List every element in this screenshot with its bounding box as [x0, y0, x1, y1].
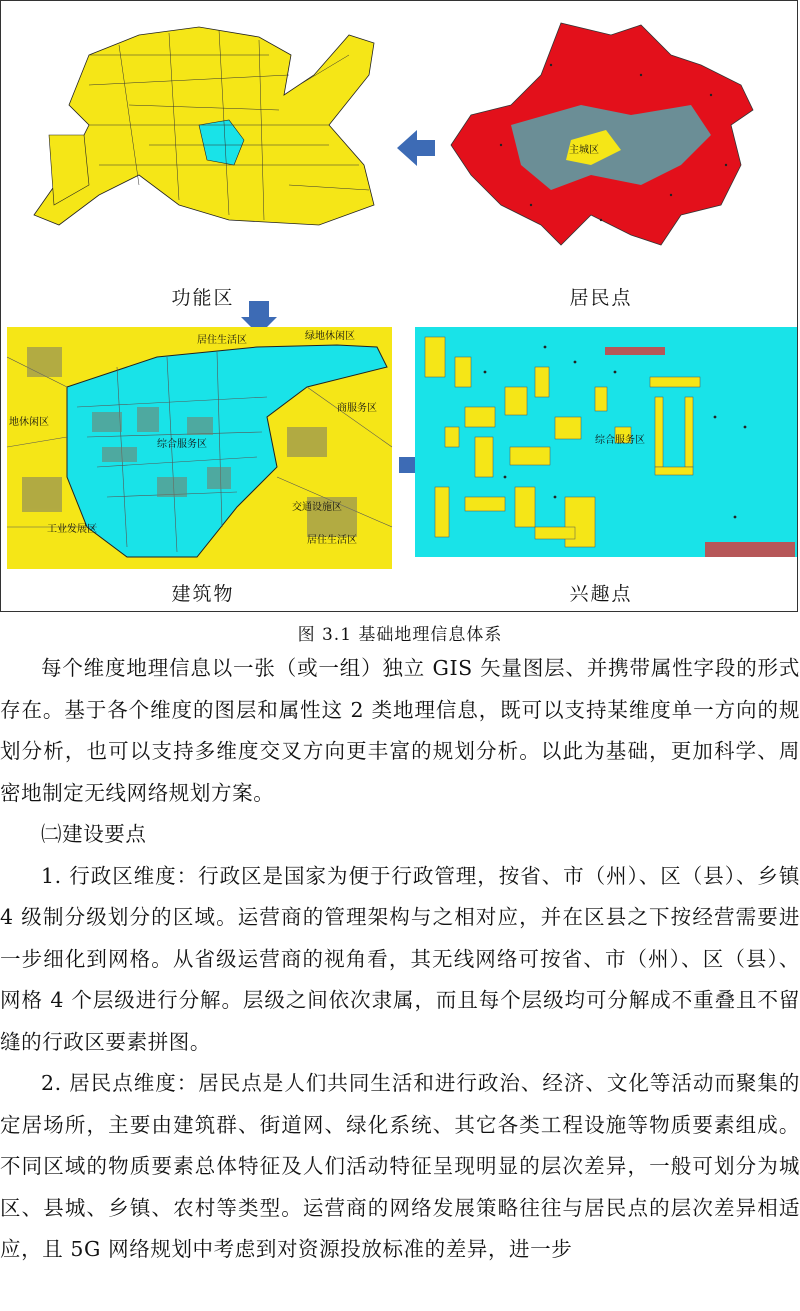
figure-frame	[0, 0, 798, 612]
figure-caption: 图 3.1 基础地理信息体系	[297, 625, 503, 645]
section-heading: ㈡建设要点	[41, 822, 147, 846]
building-map-graphic	[7, 327, 392, 569]
panel-label-residential: 居民点	[569, 287, 633, 309]
map-label-residential-zone-2: 居住生活区	[307, 535, 357, 546]
body-text	[0, 648, 800, 1271]
map-label-industrial: 工业发展区	[47, 524, 97, 535]
map-label-leisure-left: 地休闲区	[9, 417, 49, 428]
paragraph-intro: 每个维度地理信息以一张（或一组）独立 GIS 矢量图层、并携带属性字段的形式存在。基于各个维度的图层和属性这 2 类地理信息，既可以支持某维度单一方向的规划分析，也可以支持多维度交叉方向更丰富的规划分析。以此为基础，更加科学、周密地制定无线网络规划方案。	[0, 656, 800, 805]
paragraph-admin-dimension: 1. 行政区维度：行政区是国家为便于行政管理，按省、市（州）、区（县）、乡镇 4 级制分级划分的区域。运营商的管理架构与之相对应，并在区县之下按经营需要进一步细化到网格。从省级运营商的视角看，其无线网络可按省、市（州）、区（县）、网格 4 个层级进行分解。层级之间依次隶属，而且每个层级均可分解成不重叠且不留缝的行政区要素拼图。	[0, 863, 800, 1054]
functional-zone-map	[29, 15, 379, 235]
panel-label-functional: 功能区	[171, 287, 235, 309]
map-label-residential-zone-1: 居住生活区	[197, 335, 247, 346]
map-label-comprehensive-service-poi: 综合服务区	[595, 435, 645, 446]
residential-point-map-graphic	[441, 15, 761, 255]
paragraph-residential-dimension: 2. 居民点维度：居民点是人们共同生活和进行政治、经济、文化等活动而聚集的定居场所，主要由建筑群、街道网、绿化系统、其它各类工程设施等物质要素组成。不同区域的物质要素总体特征及人们活动特征呈现明显的层次差异，一般可划分为城区、县城、乡镇、农村等类型。运营商的网络发展策略往往与居民点的层次差异相适应，且 5G 网络规划中考虑到对资源投放标准的差异，进一步	[0, 1071, 800, 1261]
functional-zone-map-graphic	[29, 15, 379, 235]
panel-label-buildings: 建筑物	[171, 583, 235, 605]
poi-map-graphic	[415, 327, 797, 557]
map-label-green-leisure: 绿地休闲区	[305, 331, 355, 342]
building-map	[7, 327, 392, 569]
panel-label-poi: 兴趣点	[569, 583, 633, 605]
map-label-comprehensive-service: 综合服务区	[157, 439, 207, 450]
arrow-left-icon	[397, 130, 437, 166]
map-label-main-city: 主城区	[569, 145, 599, 156]
residential-point-map	[441, 15, 761, 255]
poi-map	[415, 327, 797, 557]
map-label-commerce: 商服务区	[337, 403, 377, 414]
map-label-transport: 交通设施区	[292, 502, 342, 513]
